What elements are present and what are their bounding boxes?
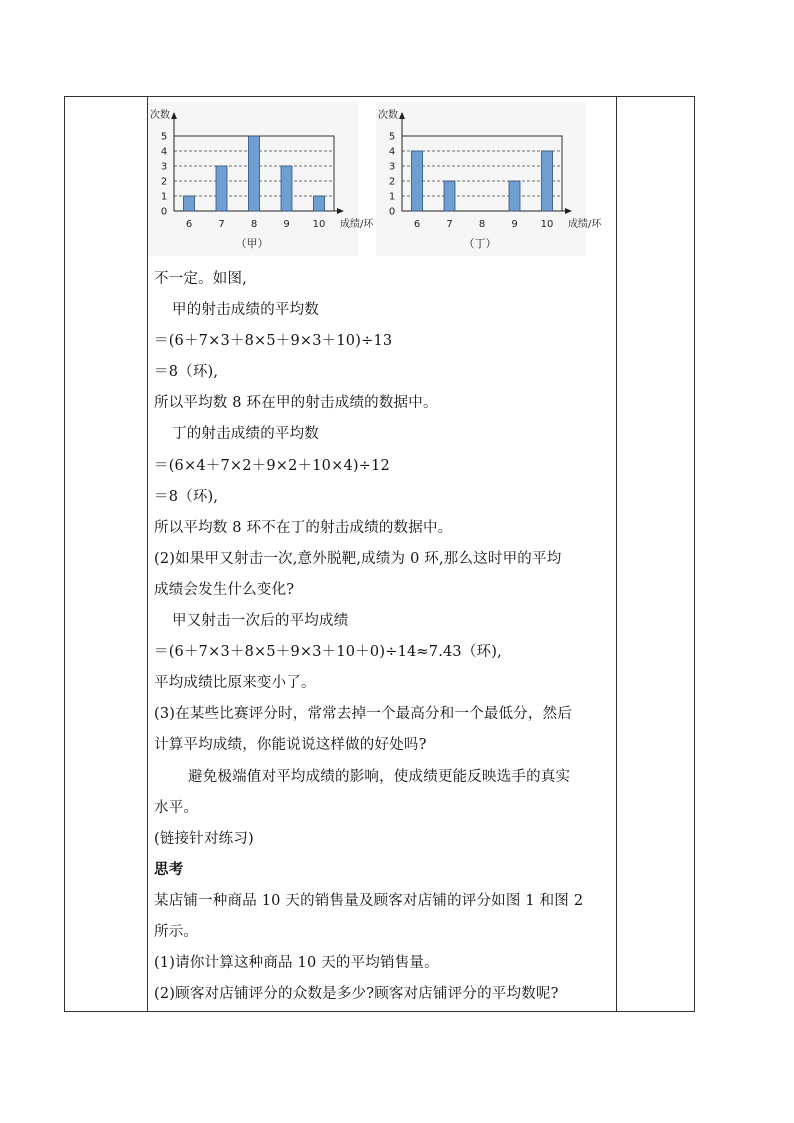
y-tick-label: 0 xyxy=(160,206,168,218)
bar-chart-ding xyxy=(376,100,616,260)
text-line: (2)顾客对店铺评分的众数是多少?顾客对店铺评分的平均数呢? xyxy=(154,986,559,1003)
bar xyxy=(216,166,227,211)
text-line: 水平。 xyxy=(154,799,199,816)
solution-text xyxy=(154,264,614,1010)
y-tick-label: 5 xyxy=(388,131,396,143)
text-line: 某店铺一种商品 10 天的销售量及顾客对店铺的评分如图 1 和图 2 xyxy=(154,892,584,909)
text-line: 计算平均成绩，你能说说这样做的好处吗? xyxy=(154,737,427,754)
x-tick-label: 9 xyxy=(283,219,290,230)
chart-background xyxy=(376,102,586,256)
text-line: ＝8（环), xyxy=(154,364,219,381)
bar xyxy=(444,181,455,211)
chart-caption: （丁） xyxy=(463,237,497,250)
text-line: ＝(6×4＋7×2＋9×2＋10×4)÷12 xyxy=(154,457,390,474)
y-axis-label: 次数 xyxy=(378,110,398,121)
chart-caption: （甲） xyxy=(235,237,269,250)
bar xyxy=(184,196,195,211)
y-tick-label: 5 xyxy=(160,131,168,143)
x-tick-label: 8 xyxy=(478,219,486,230)
text-line: (3)在某些比赛评分时，常常去掉一个最高分和一个最低分，然后 xyxy=(154,706,573,723)
bar-chart-jia-svg xyxy=(148,100,383,260)
text-line: (2)如果甲又射击一次,意外脱靶,成绩为 0 环,那么这时甲的平均 xyxy=(154,550,562,567)
y-tick-label: 2 xyxy=(160,176,168,188)
y-tick-label: 1 xyxy=(160,191,168,203)
x-axis-label: 成绩/环 xyxy=(340,219,374,230)
bar xyxy=(249,136,260,211)
y-tick-label: 1 xyxy=(388,191,396,203)
bar xyxy=(314,196,325,211)
bar xyxy=(542,151,553,211)
x-axis-label: 成绩/环 xyxy=(568,219,602,230)
bar xyxy=(509,181,520,211)
bar-chart-ding-svg xyxy=(376,100,616,260)
text-line: 平均成绩比原来变小了。 xyxy=(154,675,316,692)
text-line: ＝8（环), xyxy=(154,488,219,505)
y-tick-label: 0 xyxy=(388,206,396,218)
text-line: ＝(6＋7×3＋8×5＋9×3＋10＋0)÷14≈7.43（环), xyxy=(154,644,502,661)
y-tick-label: 4 xyxy=(388,146,396,158)
text-line: 丁的射击成绩的平均数 xyxy=(172,426,319,443)
table-column-divider-right xyxy=(616,97,617,1011)
x-tick-label: 8 xyxy=(250,219,258,230)
x-tick-label: 10 xyxy=(540,219,554,230)
text-line: 所以平均数 8 环不在丁的射击成绩的数据中。 xyxy=(154,519,453,536)
text-line: 避免极端值对平均成绩的影响，使成绩更能反映选手的真实 xyxy=(188,768,571,785)
bar xyxy=(281,166,292,211)
x-tick-label: 6 xyxy=(185,219,193,230)
y-tick-label: 3 xyxy=(160,161,168,173)
y-axis-label: 次数 xyxy=(150,110,170,121)
bar xyxy=(412,151,423,211)
x-tick-label: 7 xyxy=(446,219,453,230)
x-tick-label: 9 xyxy=(511,219,518,230)
x-tick-label: 6 xyxy=(413,219,421,230)
y-tick-label: 3 xyxy=(388,161,396,173)
x-tick-label: 10 xyxy=(312,219,326,230)
text-line: 所示。 xyxy=(154,923,199,940)
text-line: ＝(6＋7×3＋8×5＋9×3＋10)÷13 xyxy=(154,333,393,350)
text-line: 思考 xyxy=(154,861,184,878)
text-line: 所以平均数 8 环在甲的射击成绩的数据中。 xyxy=(154,395,438,412)
text-line: 不一定。如图, xyxy=(154,271,248,287)
text-line: 甲又射击一次后的平均成绩 xyxy=(172,613,349,630)
text-line: 甲的射击成绩的平均数 xyxy=(172,302,319,319)
text-line: (1)请你计算这种商品 10 天的平均销售量。 xyxy=(154,955,439,972)
bar-chart-jia xyxy=(148,100,383,260)
y-tick-label: 2 xyxy=(388,176,396,188)
x-tick-label: 7 xyxy=(218,219,225,230)
text-line: 成绩会发生什么变化? xyxy=(154,581,295,598)
y-tick-label: 4 xyxy=(160,146,168,158)
text-line: (链接针对练习) xyxy=(154,830,254,847)
